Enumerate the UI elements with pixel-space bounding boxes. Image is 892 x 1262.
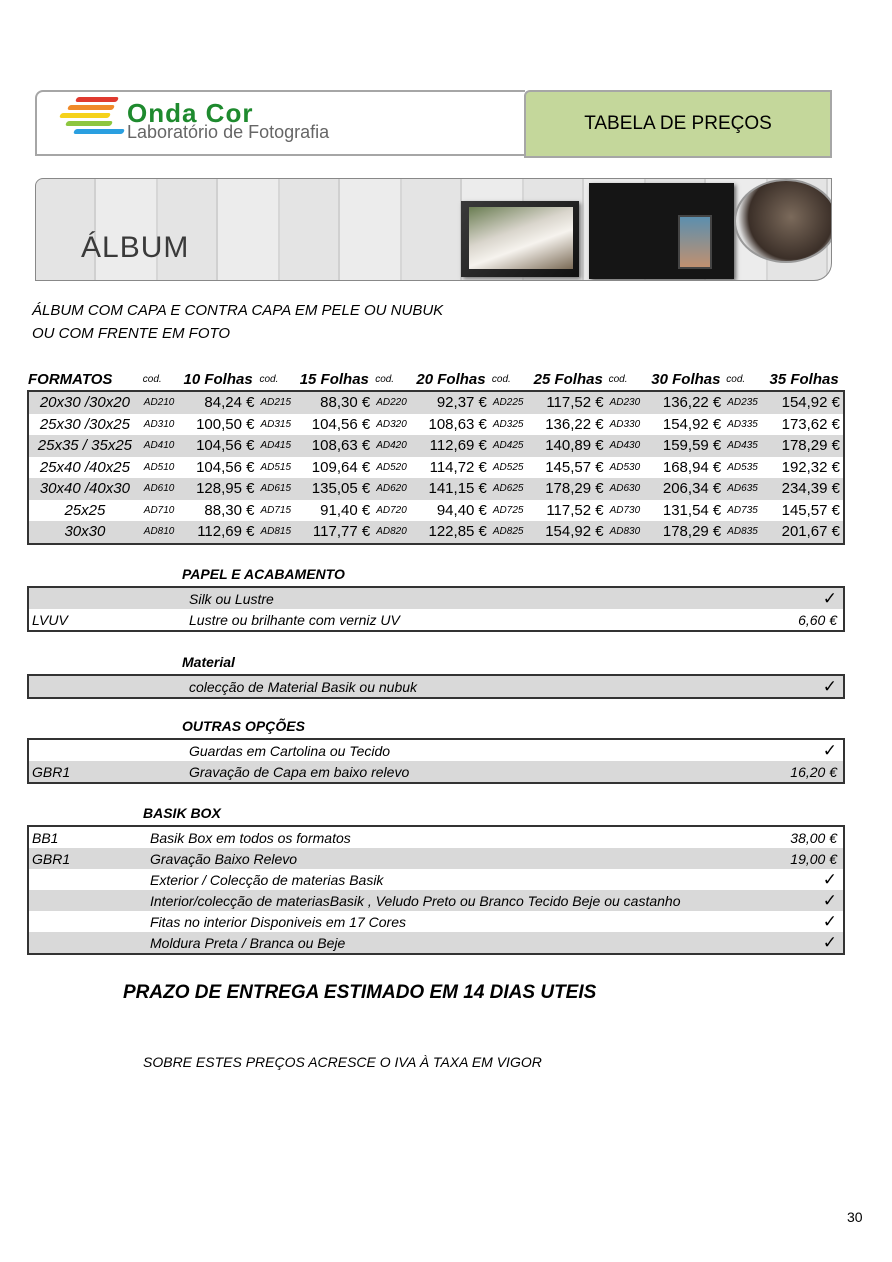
section-title: OUTRAS OPÇÕES [182, 718, 305, 734]
option-description: Interior/colecção de materiasBasik , Veludo Preto ou Branco Tecido Beje ou castanho [150, 892, 681, 909]
wedding-album-image [461, 201, 579, 277]
price-cell: 145,57 € [781, 501, 840, 519]
option-code [28, 739, 186, 761]
code-cell: AD435 [727, 440, 758, 452]
code-cell: AD630 [609, 483, 641, 495]
option-code: BB1 [32, 829, 59, 846]
option-row [28, 587, 844, 609]
option-price: 38,00 € [790, 829, 837, 846]
option-code: LVUV [32, 611, 68, 628]
code-cell: AD525 [492, 461, 524, 473]
intro-line-2: OU COM FRENTE EM FOTO [32, 325, 231, 342]
checkmark-icon: ✓ [822, 932, 837, 952]
options-table [27, 825, 845, 955]
price-cell: 109,64 € [311, 458, 371, 476]
options-table [27, 738, 845, 784]
code-cell: AD830 [609, 526, 641, 538]
code-cell: AD235 [727, 397, 758, 409]
header-cod: cod. [726, 373, 746, 385]
price-cell: 84,24 € [204, 394, 255, 412]
price-cell: 201,67 € [781, 523, 840, 541]
header-cod: cod. [259, 373, 279, 385]
price-cell: 154,92 € [781, 394, 840, 412]
price-cell: 145,57 € [545, 458, 604, 476]
option-row [28, 609, 844, 631]
price-cell: 122,85 € [428, 523, 487, 541]
table-row [28, 414, 844, 436]
header-folhas: 25 Folhas [533, 370, 603, 388]
code-cell: AD615 [260, 483, 292, 495]
section-title: PAPEL E ACABAMENTO [182, 566, 345, 582]
header-cod: cod. [142, 373, 162, 385]
table-row [28, 500, 844, 522]
checkmark-icon: ✓ [822, 890, 837, 910]
price-cell: 154,92 € [545, 523, 604, 541]
code-cell: AD735 [727, 504, 758, 516]
option-row [28, 761, 844, 783]
option-price: 16,20 € [790, 763, 837, 780]
price-cell: 100,50 € [196, 415, 255, 433]
options-table [27, 674, 845, 699]
code-cell: AD335 [727, 418, 758, 430]
option-row [28, 675, 844, 698]
table-row [28, 391, 844, 414]
options-table [27, 586, 845, 632]
code-cell: AD210 [143, 397, 175, 409]
code-cell: AD430 [609, 440, 641, 452]
option-description: Lustre ou brilhante com verniz UV [189, 611, 400, 628]
code-cell: AD535 [727, 461, 758, 473]
code-cell: AD215 [260, 397, 292, 409]
code-cell: AD835 [727, 526, 758, 538]
price-cell: 131,54 € [662, 501, 722, 519]
format-cell: 25x35 / 35x25 [37, 437, 133, 455]
logo-subtitle: Laboratório de Fotografia [127, 122, 330, 142]
section-title: Material [182, 654, 235, 670]
option-price: 6,60 € [798, 611, 837, 628]
option-code: GBR1 [32, 850, 71, 867]
price-cell: 128,95 € [196, 480, 255, 498]
option-row [28, 848, 844, 869]
header-folhas: 10 Folhas [183, 370, 253, 388]
checkmark-icon: ✓ [822, 911, 837, 931]
format-cell: 25x25 [64, 501, 106, 519]
price-cell: 154,92 € [662, 415, 722, 433]
price-cell: 159,59 € [662, 437, 722, 455]
table-row [28, 521, 844, 544]
code-cell: AD520 [376, 461, 407, 473]
price-cell: 173,62 € [781, 415, 840, 433]
option-code: GBR1 [32, 763, 71, 780]
header-cod: cod. [608, 373, 628, 385]
price-cell: 92,37 € [436, 394, 487, 412]
price-cell: 206,34 € [662, 480, 722, 498]
price-cell: 136,22 € [545, 415, 604, 433]
format-cell: 30x30 [64, 523, 106, 541]
table-row [28, 435, 844, 457]
option-description: Silk ou Lustre [189, 590, 274, 607]
code-cell: AD220 [376, 397, 407, 409]
option-row [28, 869, 844, 890]
option-code [28, 675, 186, 698]
price-cell: 141,15 € [428, 480, 487, 498]
format-cell: 25x40 /40x25 [39, 458, 130, 476]
price-table [27, 368, 845, 545]
code-cell: AD510 [143, 461, 175, 473]
vat-note: SOBRE ESTES PREÇOS ACRESCE O IVA À TAXA EM VIGOR [143, 1054, 542, 1070]
header-folhas: 20 Folhas [416, 370, 486, 388]
code-cell: AD225 [492, 397, 524, 409]
logo-name: Onda Cor [127, 98, 254, 128]
option-description: Guardas em Cartolina ou Tecido [189, 742, 391, 759]
format-cell: 25x30 /30x25 [39, 415, 130, 433]
page-number: 30 [847, 1209, 863, 1225]
checkmark-icon: ✓ [822, 588, 837, 608]
album-detail-image [734, 179, 832, 263]
price-cell: 104,56 € [196, 437, 255, 455]
code-cell: AD420 [376, 440, 407, 452]
album-banner [35, 178, 832, 281]
code-cell: AD815 [260, 526, 292, 538]
option-code [28, 587, 186, 609]
checkmark-icon: ✓ [822, 740, 837, 760]
banner-title: ÁLBUM [81, 231, 190, 264]
option-row [28, 911, 844, 932]
option-description: Gravação Baixo Relevo [150, 850, 298, 867]
option-row [28, 890, 844, 911]
header-cod: cod. [491, 373, 511, 385]
option-description: colecção de Material Basik ou nubuk [189, 678, 418, 695]
code-cell: AD325 [492, 418, 524, 430]
intro-line-1: ÁLBUM COM CAPA E CONTRA CAPA EM PELE OU NUBUK [32, 302, 444, 319]
code-cell: AD320 [376, 418, 407, 430]
price-cell: 112,69 € [429, 437, 487, 455]
price-cell: 108,63 € [311, 437, 371, 455]
black-album-image [589, 183, 734, 279]
code-cell: AD730 [609, 504, 641, 516]
code-cell: AD635 [727, 483, 758, 495]
code-cell: AD410 [143, 440, 175, 452]
table-row [28, 478, 844, 500]
code-cell: AD620 [376, 483, 407, 495]
option-description: Exterior / Colecção de materias Basik [150, 871, 384, 888]
format-cell: 30x40 /40x30 [39, 480, 130, 498]
option-row [28, 932, 844, 954]
price-cell: 108,63 € [428, 415, 487, 433]
code-cell: AD230 [609, 397, 641, 409]
price-cell: 114,72 € [429, 458, 487, 476]
code-cell: AD715 [260, 504, 292, 516]
price-cell: 117,52 € [546, 394, 604, 412]
price-cell: 136,22 € [662, 394, 722, 412]
price-cell: 140,89 € [545, 437, 604, 455]
price-cell: 234,39 € [781, 480, 840, 498]
price-cell: 135,05 € [311, 480, 371, 498]
code-cell: AD710 [143, 504, 175, 516]
delivery-notice: PRAZO DE ENTREGA ESTIMADO EM 14 DIAS UTEIS [123, 982, 597, 1003]
price-cell: 104,56 € [196, 458, 255, 476]
code-cell: AD610 [143, 483, 175, 495]
price-cell: 88,30 € [204, 501, 255, 519]
code-cell: AD720 [376, 504, 407, 516]
option-code [28, 869, 147, 890]
header-formatos: FORMATOS [28, 370, 113, 388]
code-cell: AD330 [609, 418, 641, 430]
checkmark-icon: ✓ [822, 676, 837, 696]
price-cell: 168,94 € [662, 458, 722, 476]
header-cod: cod. [375, 373, 395, 385]
header-folhas: 15 Folhas [299, 370, 369, 388]
section-title: BASIK BOX [143, 805, 221, 821]
option-description: Moldura Preta / Branca ou Beje [150, 934, 346, 951]
option-description: Fitas no interior Disponiveis em 17 Cores [150, 913, 406, 930]
option-description: Basik Box em todos os formatos [150, 829, 351, 846]
header-folhas: 35 Folhas [769, 370, 839, 388]
price-cell: 94,40 € [436, 501, 487, 519]
price-cell: 117,52 € [546, 501, 604, 519]
header-folhas: 30 Folhas [651, 370, 721, 388]
price-cell: 104,56 € [311, 415, 371, 433]
code-cell: AD825 [492, 526, 524, 538]
option-price: 19,00 € [790, 850, 837, 867]
price-cell: 91,40 € [320, 501, 371, 519]
code-cell: AD310 [143, 418, 175, 430]
option-code [28, 890, 147, 911]
page-title: TABELA DE PREÇOS [524, 90, 832, 158]
code-cell: AD725 [492, 504, 524, 516]
code-cell: AD810 [143, 526, 175, 538]
option-row [28, 826, 844, 848]
option-code [28, 911, 147, 932]
code-cell: AD820 [376, 526, 407, 538]
price-cell: 192,32 € [781, 458, 840, 476]
code-cell: AD515 [260, 461, 292, 473]
checkmark-icon: ✓ [822, 869, 837, 889]
price-cell: 178,29 € [662, 523, 722, 541]
code-cell: AD415 [260, 440, 292, 452]
price-cell: 117,77 € [312, 523, 371, 541]
price-cell: 112,69 € [197, 523, 255, 541]
code-cell: AD530 [609, 461, 641, 473]
table-row [28, 457, 844, 479]
price-cell: 88,30 € [320, 394, 371, 412]
option-description: Gravação de Capa em baixo relevo [189, 763, 410, 780]
option-row [28, 739, 844, 761]
price-cell: 178,29 € [545, 480, 604, 498]
price-cell: 178,29 € [781, 437, 840, 455]
code-cell: AD315 [260, 418, 292, 430]
code-cell: AD425 [492, 440, 524, 452]
option-code [28, 932, 147, 954]
format-cell: 20x30 /30x20 [39, 394, 130, 412]
code-cell: AD625 [492, 483, 524, 495]
